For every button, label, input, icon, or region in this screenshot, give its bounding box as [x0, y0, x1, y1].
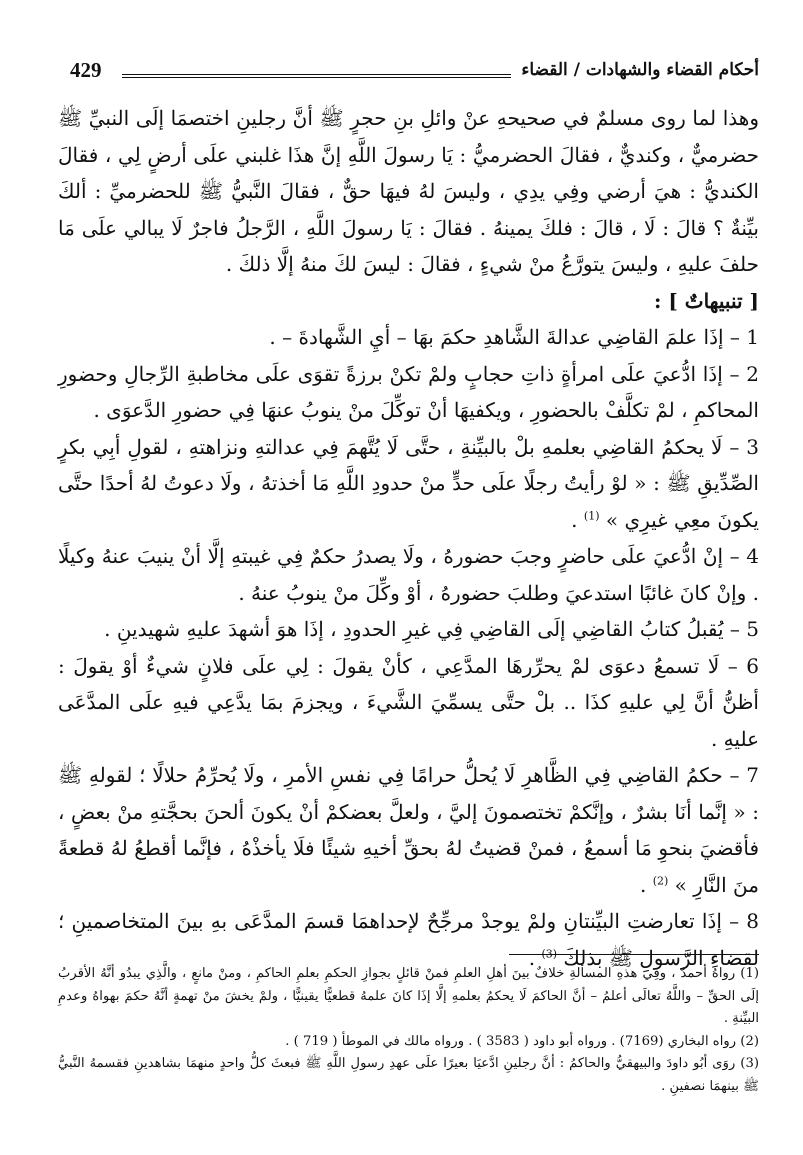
note-item-7 [58, 757, 759, 903]
footnote-separator [509, 954, 759, 955]
note-item-text: 3 – لَا يحكمُ القاضِي بعلمهِ بلْ بالبيِّنةِ ، حتَّى لَا يُتَّهمَ فِي عدالتهِ ونزاهتهِ ، لقولِ أبِي بكرٍ الصِّدِّيقِ ﷺ : « لوْ رأيتُ رجلًا علَى حدٍّ منْ حدودِ اللَّهِ مَا أخذتهُ ، ولَا دعوتُ لهُ أحدًا حتَّى يكونَ معِي غيرِي » [58, 434, 759, 532]
footnotes [58, 963, 759, 1098]
footnote-ref-2[interactable]: (2) [652, 873, 669, 887]
note-item-text: 6 – لَا تسمعُ دعوَى لمْ يحرِّرهَا المدَّعِي ، كأنْ يقولَ : لِي علَى فلانٍ شيءٌ أوْ يقولَ : أظنُّ أنَّ لِي عليهِ كذَا .. بلْ حتَّى يسمِّيَ الشَّيءَ ، ويجزمَ بمَا يدَّعِي فيهِ علَى المدَّعَى عليهِ . [58, 653, 759, 751]
note-item-2 [58, 356, 759, 429]
note-item-1 [58, 319, 759, 356]
note-item-tail: . [528, 945, 542, 970]
footnote-ref-1[interactable]: (1) [583, 508, 600, 522]
note-item-text: 8 – إذَا تعارضتِ البيِّنتانِ ولمْ يوجدْ مرجِّحٌ لإحداهمَا قسمَ المدَّعَى بهِ بينَ المتخاصمينِ ؛ لقضاءِ الرَّسولِ ﷺ بذلكَ [58, 909, 759, 970]
page-header [70, 58, 759, 88]
note-item-tail: . [571, 507, 584, 532]
note-item-text: 2 – إذَا ادُّعيَ علَى امرأةٍ ذاتِ حجابٍ ولمْ تكنْ برزةً تقوَى علَى مخاطبةِ الرِّجالِ وحضورِ المحاكمِ ، لمْ تكلَّفْ بالحضورِ ، ويكفيهَا أنْ توكِّلَ منْ ينوبُ عنهَا فِي حضورِ الدَّعوَى . [58, 361, 759, 422]
note-item-text: 7 – حكمُ القاضِي فِي الظَّاهرِ لَا يُحلُّ حرامًا فِي نفسِ الأمرِ ، ولَا يُحرِّمُ حلالًا ؛ لقولهِ ﷺ : « إنَّما أنَا بشرٌ ، وإنَّكمْ تختصمونَ إليَّ ، ولعلَّ بعضكمْ أنْ يكونَ ألحنَ بحجَّتهِ منْ بعضٍ ، فأقضيَ بنحوِ مَا أسمعُ ، فمنْ قضيتُ لهُ بحقِّ أخيهِ شيئًا فلَا يأخذْهُ ، فإنَّما أقطعُ لهُ قطعةً منَ النَّارِ » [58, 763, 760, 897]
footnote-1: (1) رواهُ أحمدُ ، وفِي هذهِ المسألةِ خلافٌ بينَ أهلِ العلمِ فمنْ قائلٍ بجوازِ الحكمِ بعلمِ الحاكمِ ، ومنْ مانعٍ ، والَّذِي يبدُو أنَّهُ الأقربُ إلَى الحقِّ – واللَّهُ تعالَى أعلمُ – أنَّ الحاكمَ لَا يحكمُ بعلمهِ إلَّا إذَا كانَ علمهُ قطعيًّا يقينيًّا ، ولمْ يخشَ منْ تهمةٍ أنَّهُ حكمَ بهواهُ وعدمِ البيِّنةِ . [58, 966, 759, 1026]
main-text [58, 100, 759, 976]
intro-paragraph: وهذا لما روى مسلمٌ في صحيحهِ عنْ وائلِ بنِ حجرٍ ﷺ أنَّ رجلينِ اختصمَا إلَى النبيِّ ﷺ حضرميٌّ ، وكنديٌّ ، فقالَ الحضرميُّ : يَا رسولَ اللَّهِ إنَّ هذَا غلبني علَى أرضٍ لِي ، فقالَ الكنديُّ : هيَ أرضي وفِي يدِي ، وليسَ لهُ فيهَا حقٌّ ، فقالَ النَّبيُّ ﷺ للحضرميِّ : ألكَ بيِّنةٌ ؟ قالَ : لَا ، قالَ : فلكَ يمينهُ . فقالَ : يَا رسولَ اللَّهِ ، الرَّجلُ فاجرٌ لَا يبالي علَى مَا حلفَ عليهِ ، وليسَ يتورَّعُ منْ شيءٍ ، فقالَ : ليسَ لكَ منهُ إلَّا ذلكَ . [58, 106, 759, 276]
running-title: أحكام القضاء والشهادات / القضاء [521, 60, 759, 80]
note-item-text: 1 – إذَا علمَ القاضِي عدالةَ الشَّاهدِ حكمَ بهَا – أيِ الشَّهادةَ – . [269, 325, 759, 349]
note-item-text: 5 – يُقبلُ كتابُ القاضِي إلَى القاضِي فِي غيرِ الحدودِ ، إذَا هوَ أشهدَ عليهِ شهيدينِ . [104, 617, 759, 641]
footnote-ref-3[interactable]: (3) [541, 946, 558, 960]
header-rule [122, 74, 511, 78]
note-item-4 [58, 538, 759, 611]
page-number: 429 [70, 58, 102, 82]
section-heading: [ تنبيهاتٌ ] : [653, 288, 759, 313]
footnote-2: (2) رواه البخاري (7169) . ورواه أبو داود ( 3583 ) . ورواه مالك في الموطأ ( 719 ) . [285, 1033, 759, 1049]
note-item-tail: . [640, 872, 653, 897]
footnote-3: (3) روَى أبُو داودَ والبيهقيُّ والحاكمُ : أنَّ رجلينِ ادَّعيَا بعيرًا علَى عهدِ رسولِ اللَّهِ ﷺ فبعثَ كلُّ واحدٍ منهمَا بشاهدينِ فقسمهُ النَّبيُّ ﷺ بينهمَا نصفينِ . [58, 1056, 759, 1094]
note-item-5 [58, 611, 759, 648]
note-item-text: 4 – إنْ ادُّعيَ علَى حاضرٍ وجبَ حضورهُ ، ولَا يصدرُ حكمٌ فِي غيبتهِ إلَّا أنْ ينيبَ عنهُ وكيلًا . وإنْ كانَ غائبًا استدعيَ وطلبَ حضورهُ ، أوْ وكِّلَ منْ ينوبُ عنهُ . [58, 544, 759, 605]
note-item-3 [58, 429, 759, 539]
note-item-6 [58, 648, 759, 758]
